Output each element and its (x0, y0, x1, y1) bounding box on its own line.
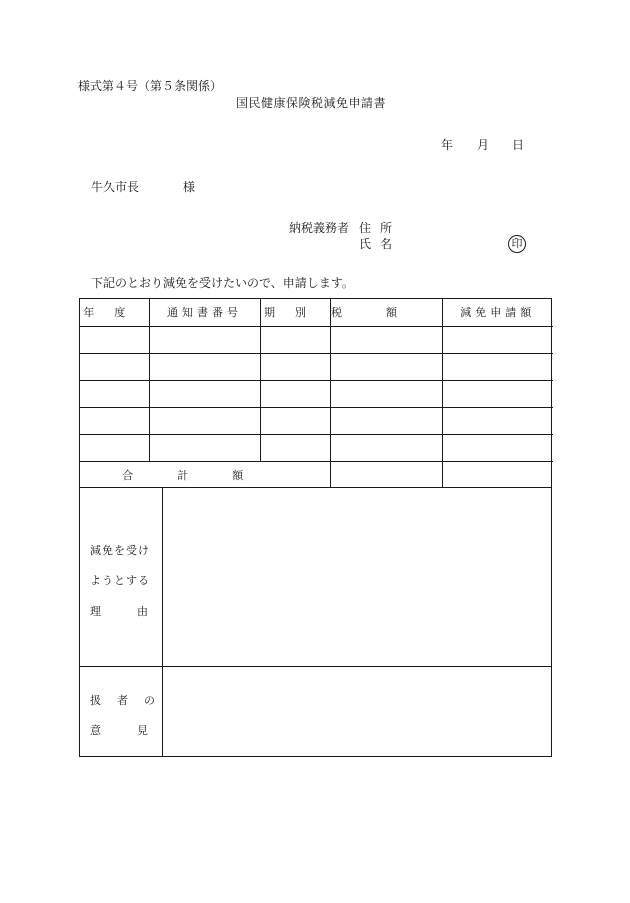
addressee-name: 牛久市長 (91, 180, 140, 194)
cell-reduction-amount[interactable] (442, 380, 553, 407)
address-label: 住所 (359, 221, 402, 235)
cell-period[interactable] (260, 434, 330, 461)
cell-tax-amount[interactable] (330, 326, 442, 353)
tax-reduction-table (79, 298, 552, 488)
reason-field[interactable] (164, 488, 551, 665)
table-row (80, 380, 553, 407)
cell-period[interactable] (260, 353, 330, 380)
reason-label-line3: 理由 (90, 605, 184, 618)
reason-opinion-box (79, 488, 552, 757)
reason-label-line1: 減免を受け (90, 544, 150, 557)
cell-fiscal-year[interactable] (80, 353, 149, 380)
cell-notice-number[interactable] (149, 434, 260, 461)
page-title: 国民健康保険税減免申請書 (236, 96, 387, 110)
header-notice-number: 通知書番号 (149, 299, 260, 326)
cell-fiscal-year[interactable] (80, 326, 149, 353)
cell-notice-number[interactable] (149, 407, 260, 434)
cell-reduction-amount[interactable] (442, 434, 553, 461)
intro-text: 下記のとおり減免を受けたいので、申請します。 (91, 276, 354, 290)
name-label: 氏名 (359, 237, 402, 251)
total-reduction-amount[interactable] (442, 461, 553, 488)
table-row (80, 434, 553, 461)
cell-notice-number[interactable] (149, 353, 260, 380)
seal-mark: 印 (508, 235, 526, 253)
cell-fiscal-year[interactable] (80, 380, 149, 407)
table-header-row (80, 299, 553, 326)
table-row (80, 407, 553, 434)
cell-fiscal-year[interactable] (80, 434, 149, 461)
cell-fiscal-year[interactable] (80, 407, 149, 434)
cell-tax-amount[interactable] (330, 407, 442, 434)
opinion-field[interactable] (164, 667, 551, 756)
reason-label-line2: ようとする (90, 574, 150, 587)
cell-period[interactable] (260, 326, 330, 353)
cell-tax-amount[interactable] (330, 434, 442, 461)
cell-period[interactable] (260, 380, 330, 407)
total-row (80, 461, 553, 488)
date-day-label: 日 (512, 138, 525, 152)
opinion-label-line2: 意見 (90, 724, 184, 737)
cell-tax-amount[interactable] (330, 380, 442, 407)
opinion-label-line1: 扱者の (90, 694, 171, 707)
cell-reduction-amount[interactable] (442, 353, 553, 380)
label-divider (162, 488, 163, 756)
total-tax-amount[interactable] (330, 461, 442, 488)
header-tax-amount: 税額 (330, 299, 442, 326)
table-row (80, 353, 553, 380)
total-label: 合計額 (80, 461, 330, 488)
date-month-label: 月 (477, 138, 490, 152)
header-fiscal-year: 年度 (80, 299, 149, 326)
cell-tax-amount[interactable] (330, 353, 442, 380)
cell-notice-number[interactable] (149, 380, 260, 407)
cell-reduction-amount[interactable] (442, 326, 553, 353)
cell-period[interactable] (260, 407, 330, 434)
cell-notice-number[interactable] (149, 326, 260, 353)
header-reduction-amount: 減免申請額 (442, 299, 553, 326)
table-row (80, 326, 553, 353)
taxpayer-label: 納税義務者 (289, 221, 350, 235)
addressee-honorific: 様 (183, 180, 196, 194)
cell-reduction-amount[interactable] (442, 407, 553, 434)
form-number: 様式第４号（第５条関係） (78, 79, 223, 93)
date-year-label: 年 (441, 138, 454, 152)
header-period: 期別 (260, 299, 330, 326)
